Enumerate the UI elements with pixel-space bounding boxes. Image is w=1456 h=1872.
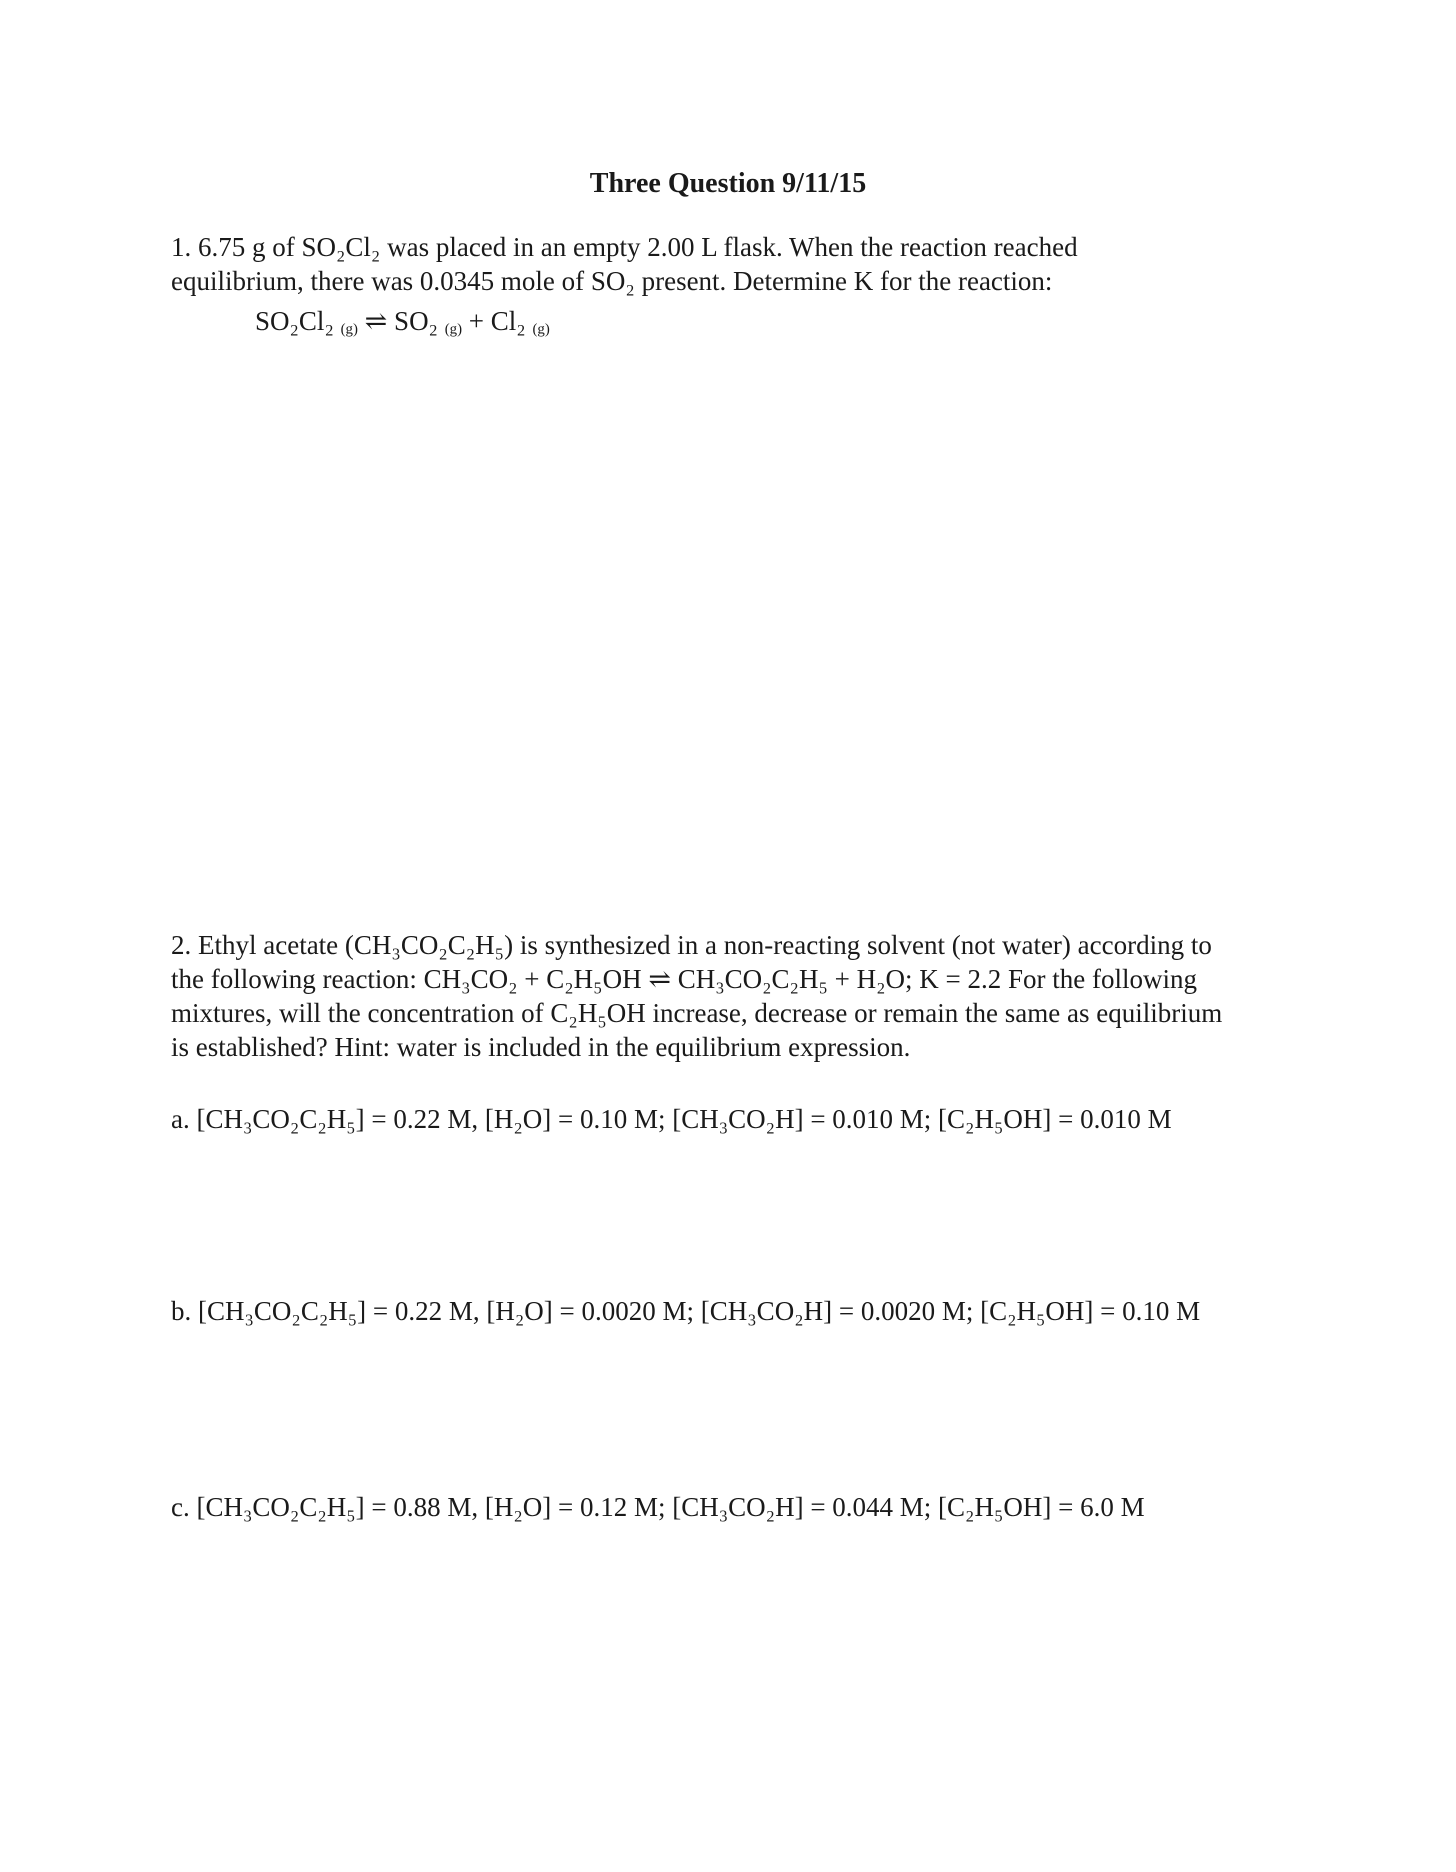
equation-plus: + bbox=[468, 306, 485, 336]
equation-product-2: Cl₂ bbox=[490, 306, 526, 336]
equation-product-2-phase: (g) bbox=[532, 321, 550, 338]
equation-product-1-phase: (g) bbox=[444, 321, 463, 338]
question-2-part-a bbox=[171, 1102, 1301, 1136]
question-2-part-c bbox=[171, 1490, 1301, 1524]
question-2-line-4: is established? Hint: water is included in the equilibrium expression. bbox=[171, 1032, 911, 1062]
question-2-part-b bbox=[171, 1294, 1301, 1328]
part-a-text: a. [CH₃CO₂C₂H₅] = 0.22 M, [H₂O] = 0.10 M; [CH₃CO₂H] = 0.010 M; [C₂H₅OH] = 0.010 M bbox=[171, 1104, 1172, 1134]
part-b-text: b. [CH₃CO₂C₂H₅] = 0.22 M, [H₂O] = 0.0020 M; [CH₃CO₂H] = 0.0020 M; [C₂H₅OH] = 0.10 M bbox=[171, 1296, 1201, 1326]
question-1-line-1: 1. 6.75 g of SO₂Cl₂ was placed in an empty 2.00 L flask. When the reaction reached bbox=[171, 232, 1078, 262]
question-2 bbox=[171, 928, 1301, 1064]
equation-arrow: ⇌ bbox=[364, 306, 388, 336]
question-2-line-2: the following reaction: CH₃CO₂ + C₂H₅OH ⇌ CH₃CO₂C₂H₅ + H₂O; K = 2.2 For the following bbox=[171, 964, 1197, 994]
equation-reactant-phase: (g) bbox=[340, 321, 358, 338]
question-1-equation bbox=[255, 306, 550, 339]
question-1 bbox=[171, 230, 1301, 298]
equation-product-1: SO₂ bbox=[394, 306, 438, 336]
part-c-text: c. [CH₃CO₂C₂H₅] = 0.88 M, [H₂O] = 0.12 M; [CH₃CO₂H] = 0.044 M; [C₂H₅OH] = 6.0 M bbox=[171, 1492, 1145, 1522]
page-title: Three Question 9/11/15 bbox=[589, 168, 867, 199]
question-1-line-2: equilibrium, there was 0.0345 mole of SO₂ present. Determine K for the reaction: bbox=[171, 266, 1053, 296]
question-2-line-3: mixtures, will the concentration of C₂H₅OH increase, decrease or remain the same as equilibrium bbox=[171, 998, 1223, 1028]
question-2-line-1: 2. Ethyl acetate (CH₃CO₂C₂H₅) is synthesized in a non-reacting solvent (not water) according to bbox=[171, 930, 1212, 960]
equation-reactant: SO₂Cl₂ bbox=[255, 306, 334, 336]
